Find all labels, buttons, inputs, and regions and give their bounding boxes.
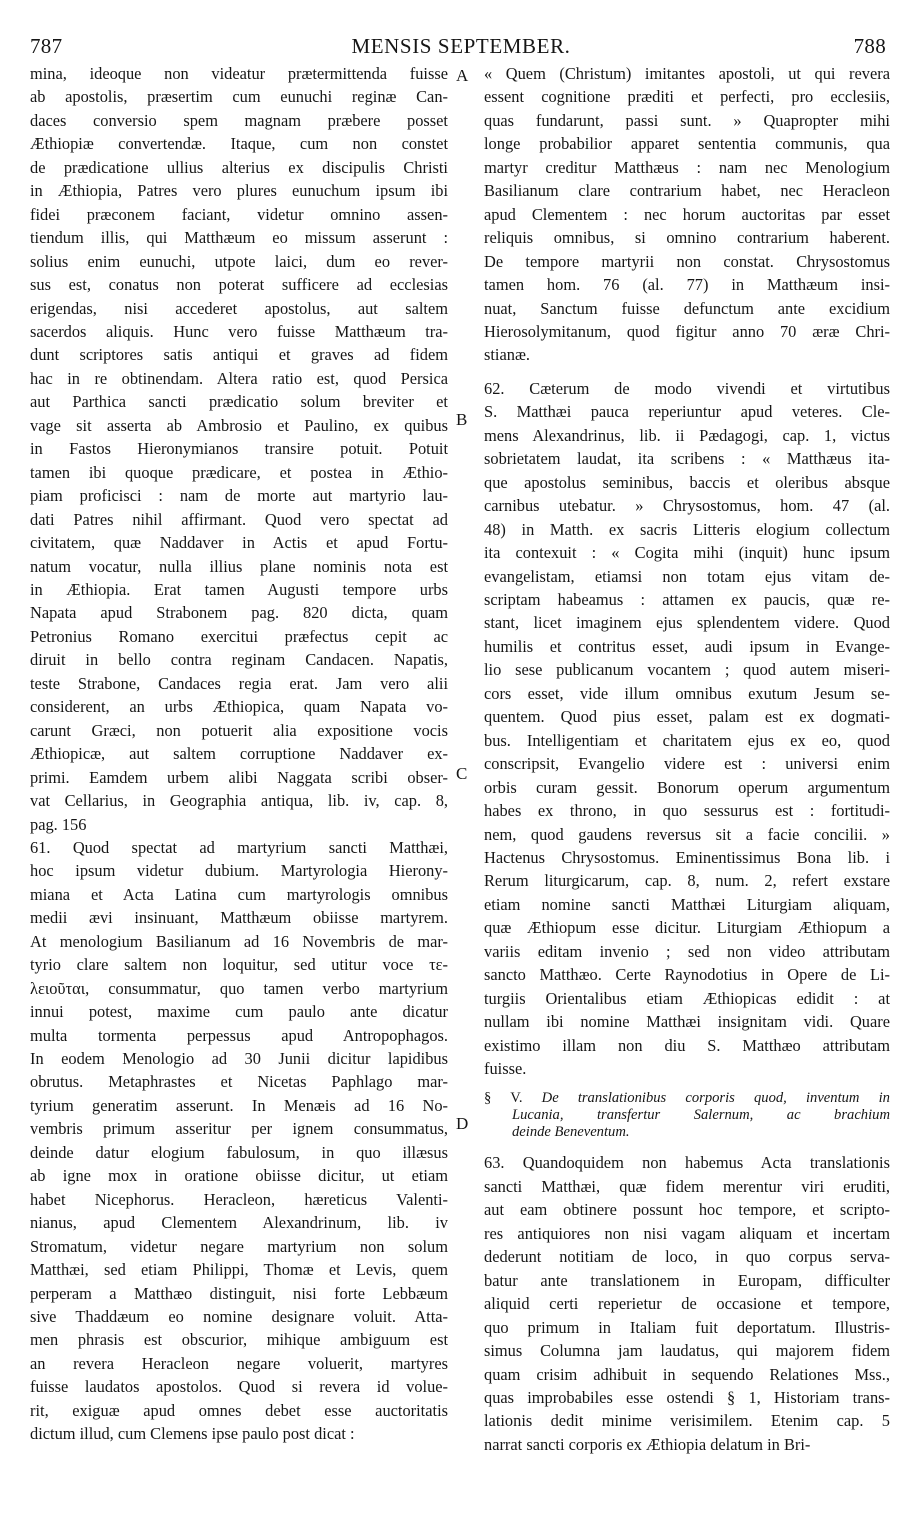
text-line: Basilianum clare contrarium habet, nec Heracleon	[484, 181, 890, 201]
text-line: sancto Matthæo. Certe Raynodotius in Opere de Li-	[484, 965, 890, 985]
text-line: res antiquiores non nisi vagam aliquam et incertam	[484, 1223, 890, 1243]
text-line: vage sit asserta ab Ambrosio et Paulino, ex quibus	[30, 415, 448, 435]
text-line: innui potest, maxime cum paulo ante dicatur	[30, 1002, 448, 1022]
text-line: evangelistam, etiamsi non totam ejus vitam de-	[484, 566, 890, 586]
text-line: deinde datur elogium fabulosum, in quo illæsus	[30, 1142, 448, 1162]
text-line: lio sese publicanum vocantem ; quod autem miseri-	[484, 660, 890, 680]
text-line: de prædicatione ullius alterius ex discipulis Christi	[30, 157, 448, 177]
text-line: teste Strabone, Candaces regia erat. Jam vero alii	[30, 673, 448, 693]
text-line: 48) in Matth. ex sacris Litteris elogium collectum	[484, 519, 890, 539]
text-line: sacerdos aliquis. Hunc vero fuisse Matthæum tra-	[30, 321, 448, 341]
text-line: erigendas, nisi accederet apostolus, aut saltem	[30, 298, 448, 318]
text-line: variis editam invenio ; sed non video attributam	[484, 941, 890, 961]
text-line: ita contexuit : « Cogita mihi (inquit) hunc ipsum	[484, 543, 890, 563]
text-line: martyr creditur Matthæus : nam nec Menologium	[484, 157, 890, 177]
text-line: Stromatum, videtur negare martyrium non solum	[30, 1236, 448, 1256]
text-line: in Æthiopia, Patres vero plures eunuchum ipsum ibi	[30, 181, 448, 201]
text-line: Hierosolymitanum, quod figitur anno 70 æræ Chri-	[484, 321, 890, 341]
text-line: existimo illam non diu S. Matthæo attributam	[484, 1035, 890, 1055]
text-line: dunt scriptores satis antiqui et graves ad fidem	[30, 345, 448, 365]
text-line: stant, licet imaginem ejus splendentem videre. Quod	[484, 613, 890, 633]
text-line: pag. 156	[30, 814, 87, 834]
text-line: nem, quod gaudens reversus sit a facie concilii. »	[484, 824, 890, 844]
text-line: batur ante translationem in Europam, difficulter	[484, 1270, 890, 1290]
text-line: civitatem, quæ Naddaver in Actis et apud Fortu-	[30, 533, 448, 553]
text-line: quas fundarunt, passi sunt. » Quapropter mihi	[484, 110, 890, 130]
text-line: dederunt notitiam de loco, in quo corpus serva-	[484, 1247, 890, 1267]
text-line: rit, exiguæ apud omnes debet esse auctoritatis	[30, 1400, 448, 1420]
text-line: quas improbabiles esse ostendi § 1, Historiam trans-	[484, 1388, 890, 1408]
text-line: Napata apud Strabonem pag. 820 dicta, quam	[30, 603, 448, 623]
text-line: quæ Æthiopum esse dicitur. Liturgiam Æthiopum a	[484, 918, 890, 938]
text-line: Rerum liturgicarum, cap. 8, num. 2, refert exstare	[484, 871, 890, 891]
text-line: λειοῦται, consummatur, quo tamen verbo martyrium	[30, 978, 448, 998]
text-line: habet Nicephorus. Heracleon, hæreticus Valenti-	[30, 1189, 448, 1209]
text-line: hac in re obtinendam. Altera ratio est, quod Persica	[30, 368, 448, 388]
text-line: mina, ideoque non videatur prætermittenda fuisse	[30, 64, 448, 83]
text-line: an revera Heracleon negare voluerit, martyres	[30, 1353, 448, 1373]
text-line: etiam nomine sancti Matthæi Liturgiam aliquam,	[484, 894, 890, 914]
text-line: que apostolus seminibus, baccis et oleribus absque	[484, 472, 890, 492]
text-line: daces conversio spem magnam præbere posset	[30, 110, 448, 130]
section-heading-line: De translationibus corporis quod, inventum in	[541, 1090, 890, 1107]
text-line: nullam ibi nomine Matthæi insignitam vidi. Quare	[484, 1012, 890, 1032]
margin-letter-a: A	[456, 66, 469, 85]
text-line: carunt Græci, non potuerit alia expositione vocis	[30, 720, 448, 740]
text-line: sancti Matthæi, quæ fidem merentur viri eruditi,	[484, 1176, 890, 1196]
text-line: solius enim eunuchi, utpote laici, dum eo rever-	[30, 251, 448, 271]
text-line: nuat, Sanctum fuisse defunctum ante excidium	[484, 298, 890, 318]
text-line: At menologium Basilianum ad 16 Novembris de mar-	[30, 931, 448, 951]
text-line: De tempore martyrii non constat. Chrysostomus	[484, 251, 890, 271]
text-line: ab igne mox in oratione obiisse dicitur, ut etiam	[30, 1166, 448, 1186]
text-line: stianæ.	[484, 345, 530, 365]
text-line: primi. Eamdem urbem alibi Naggata scribi obser-	[30, 767, 448, 787]
text-line: vat Cellarius, in Geographia antiqua, lib. iv, cap. 8,	[30, 791, 448, 811]
text-line: tyrium generatim asserunt. In Menæis ad 16 No-	[30, 1095, 448, 1115]
text-line: dictum illud, cum Clemens ipse paulo post dicat :	[30, 1424, 355, 1444]
section-heading-line: Lucania, transfertur Salernum, ac brachium	[512, 1107, 890, 1124]
right-column	[484, 62, 890, 1456]
paragraph	[30, 836, 448, 1446]
margin-letter-c: C	[456, 764, 468, 783]
text-line: S. Matthæi pauca reperiuntur apud veteres. Cle-	[484, 402, 890, 422]
text-line: medii ævi insinuant, Matthæum obiisse martyrem.	[30, 908, 448, 928]
text-line: 62. Cæterum de modo vivendi et virtutibus	[484, 378, 890, 398]
text-line: In eodem Menologio ad 30 Junii dicitur lapidibus	[30, 1049, 448, 1069]
section-number: § V.	[484, 1090, 523, 1107]
text-line: sive Thaddæum eo nomine designare voluit. Atta-	[30, 1307, 448, 1327]
text-line: quentem. Quod pius esset, palam est ex dogmati-	[484, 707, 890, 727]
text-line: humilis et contritus esset, audi ipsum in Evange-	[484, 636, 890, 656]
page-number-left: 787	[30, 34, 63, 58]
text-line: turgiis Orientalibus etiam Æthiopicas edidit : at	[484, 988, 890, 1008]
text-line: 63. Quandoquidem non habemus Acta translationis	[484, 1153, 890, 1173]
text-line: lationis dedit minime verisimilem. Etenim cap. 5	[484, 1411, 890, 1431]
text-line: conscripsit, Evangelio videre est : universi enim	[484, 754, 890, 774]
text-line: cors esset, vide illum omnibus exutum Jesum se-	[484, 683, 890, 703]
text-line: sus est, conatus non poterat sufficere ad ecclesias	[30, 275, 448, 295]
text-line: aliquid certi reperietur de occasione et tempore,	[484, 1294, 890, 1314]
text-line: sobrietatem laudat, ita scribens : « Matthæus ita-	[484, 449, 890, 469]
text-line: fuisse laudatos apostolos. Quod si revera id volue-	[30, 1377, 448, 1397]
text-line: Matthæi, sed etiam Philippi, Thomæ et Levis, quem	[30, 1260, 448, 1280]
text-line: orbis curam gessit. Bonorum operum argumentum	[484, 777, 890, 797]
text-line: habes ex throno, in quo sessurus est : fortitudi-	[484, 801, 890, 821]
text-line: men phrasis est obscurior, mihique ambiguum est	[30, 1330, 448, 1350]
section-heading	[484, 1090, 890, 1141]
text-line: in Fastos Hieronymianos transire potuit. Potuit	[30, 439, 448, 459]
paragraph	[484, 1151, 890, 1456]
text-line: vembris primum asseritur per ignem consummatus,	[30, 1119, 448, 1139]
margin-letter-d: D	[456, 1114, 469, 1133]
text-line: diruit in bello contra reginam Candacen. Napatis,	[30, 650, 448, 670]
text-line: carnibus utebatur. » Chrysostomus, hom. 47 (al.	[484, 496, 890, 516]
text-line: aut eam obtinere possunt hoc tempore, et scripto-	[484, 1200, 890, 1220]
paragraph	[30, 62, 448, 836]
text-line: bus. Intelligentiam et charitatem ejus ex eo, quod	[484, 730, 890, 750]
left-column	[30, 62, 448, 1446]
text-line: Æthiopicæ, aut saltem corruptione Naddaver ex-	[30, 744, 448, 764]
text-line: tamen ibi quoque prædicare, et postea in Æthio-	[30, 462, 448, 482]
text-line: tiendum illis, qui Matthæum eo missum asserunt :	[30, 228, 448, 248]
text-line: in Æthiopia. Erat tamen Augusti tempore urbs	[30, 579, 448, 599]
text-line: Hactenus Chrysostomus. Eminentissimus Bona lib. i	[484, 847, 890, 867]
text-line: hoc ipsum videtur dubium. Martyrologia Hierony-	[30, 861, 448, 881]
text-line: obrutus. Metaphrastes et Nicetas Paphlago mar-	[30, 1072, 448, 1092]
text-line: natum vocatur, nulla illius plane nominis nota est	[30, 556, 448, 576]
text-line: longe probabilior apparet sententia communis, qua	[484, 134, 890, 154]
text-line: perperam a Matthæo distinguit, nisi forte Lebbæum	[30, 1283, 448, 1303]
text-line: piam proficisci : nam de morte aut martyrio lau-	[30, 486, 448, 506]
text-line: scriptam habeamus : attamen ex paucis, quæ re-	[484, 589, 890, 609]
text-line: nianus, apud Clementem Alexandrinum, lib. iv	[30, 1213, 448, 1233]
text-line: tyrio clare saltem non loquitur, sed utitur voce τε-	[30, 955, 448, 975]
text-line: simus Columna jam laudatus, qui majorem fidem	[484, 1341, 890, 1361]
text-line: narrat sancti corporis ex Æthiopia delatum in Bri-	[484, 1434, 811, 1454]
text-line: essent cognitione præditi et perfecti, pro ecclesiis,	[484, 87, 890, 107]
text-line: apud Clementem : nec horum auctoritas par esset	[484, 204, 890, 224]
running-title: MENSIS SEPTEMBER.	[351, 34, 571, 58]
section-heading-line: deinde Beneventum.	[512, 1124, 630, 1141]
text-line: Æthiopiæ convertendæ. Itaque, cum non constet	[30, 134, 448, 154]
text-line: ab apostolis, præsertim cum eunuchi reginæ Can-	[30, 87, 448, 107]
text-line: considerent, an urbs Æthiopica, quam Napata vo-	[30, 697, 448, 717]
text-line: aut Parthica sancti prædicatio solum breviter et	[30, 392, 448, 412]
text-line: quam crisim adhibuit in sequendo Relationes Mss.,	[484, 1364, 890, 1384]
text-line: Petronius Romano exercitui præfectus cepit ac	[30, 626, 448, 646]
paragraph	[484, 62, 890, 367]
text-line: fidei præconem faciant, videtur omnino assen-	[30, 204, 448, 224]
text-line: fuisse.	[484, 1059, 527, 1079]
text-line: quo primum in Italiam fuit deportatum. Illustris-	[484, 1317, 890, 1337]
text-line: dati Patres nihil affirmant. Quod vero spectat ad	[30, 509, 448, 529]
margin-letter-b: B	[456, 410, 468, 429]
text-line: miana et Acta Latina cum martyrologis omnibus	[30, 884, 448, 904]
paragraph	[484, 377, 890, 1081]
text-line: reliquis omnibus, si omnino contrarium haberent.	[484, 228, 890, 248]
text-line: multa tormenta perpessus apud Antropophagos.	[30, 1025, 448, 1045]
text-line: mens Alexandrinus, lib. ii Pædagogi, cap. 1, victus	[484, 425, 890, 445]
text-line: 61. Quod spectat ad martyrium sancti Matthæi,	[30, 837, 448, 857]
text-line: « Quem (Christum) imitantes apostoli, ut qui revera	[484, 64, 890, 83]
text-line: tamen hom. 76 (al. 77) in Matthæum insi-	[484, 275, 890, 295]
page-number-right: 788	[853, 34, 886, 58]
